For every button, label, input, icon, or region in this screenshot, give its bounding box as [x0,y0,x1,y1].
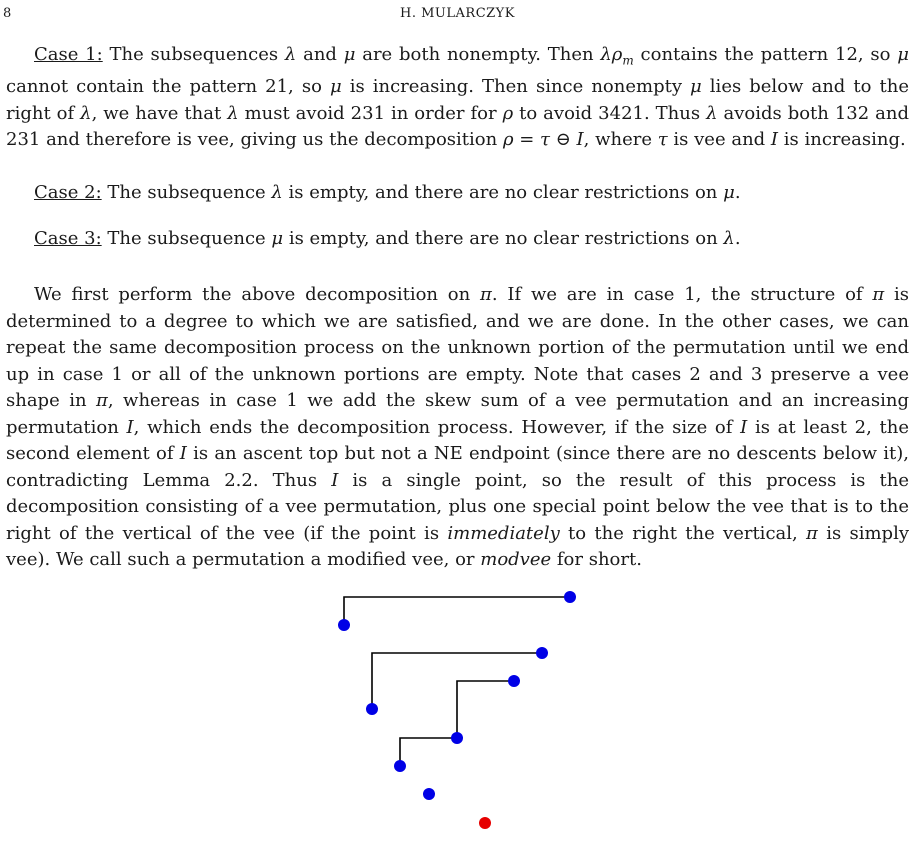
modvee-diagram [0,580,915,855]
vee-point [366,703,378,715]
page-header [0,6,915,26]
case-2-label: Case 2: [34,182,102,203]
vee-point [423,788,435,800]
vee-point [338,619,350,631]
emphasis-immediately: immediately [447,522,560,544]
running-head: H. MULARCZYK [400,6,515,21]
decomposition-formula: ρ = τ ⊖ I [502,129,584,151]
case-3-paragraph: Case 3: The subsequence μ is empty, and there are no clear restrictions on λ. [34,228,741,249]
vee-point [451,732,463,744]
special-point [479,817,491,829]
vee-point [394,760,406,772]
main-paragraph: We first perform the above decomposition on π. If we are in case 1, the structure of π is determined to a degree to which we are satisfied, and we are done. In the other cases, we can repeat the same decomposition process on the unknown portion of the permutation until we end up in case 1 or all of the unknown portions are empty. Note that cases 2 and 3 preserve a vee shape in π, whereas in case 1 we add the skew sum of a vee permutation and an increasing permutation I, which ends the decomposition process. However, if the size of I is at least 2, the second element of I is an ascent top but not a NE endpoint (since there are no descents below it), contradicting Lemma 2.2. Thus I is a single point, so the result of this process is the decomposition consisting of a vee permutation, plus one special point below the vee that is to the right of the vertical of the vee (if the point is immediately to the right the vertical, π is simply vee). We call such a permutation a modified vee, or modvee for short. [6,284,910,570]
case-3-label: Case 3: [34,228,102,249]
connector-line [457,681,514,738]
case-1-label: Case 1: [34,44,103,65]
case-1-paragraph: Case 1: The subsequences λ and μ are both nonempty. Then $\lambda\rho_m$ contains the pattern 12, so μ cannot contain the pattern 21, so μ is increasing. Then since nonempty μ lies below and to the right of λ, we have that λ must avoid 231 in order for ρ to avoid 3421. Thus λ avoids both 132 and 231 and therefore is vee, giving us the decomposition ρ = τ ⊖ I, where τ is vee and I is increasing. [6,44,910,151]
connector-line [344,597,570,625]
page-number: 8 [3,6,12,21]
vee-point [536,647,548,659]
vee-point [508,675,520,687]
vee-point [564,591,576,603]
term-modvee: modvee [480,549,552,570]
connector-line [400,738,457,766]
case-2-paragraph: Case 2: The subsequence λ is empty, and there are no clear restrictions on μ. [34,182,741,203]
